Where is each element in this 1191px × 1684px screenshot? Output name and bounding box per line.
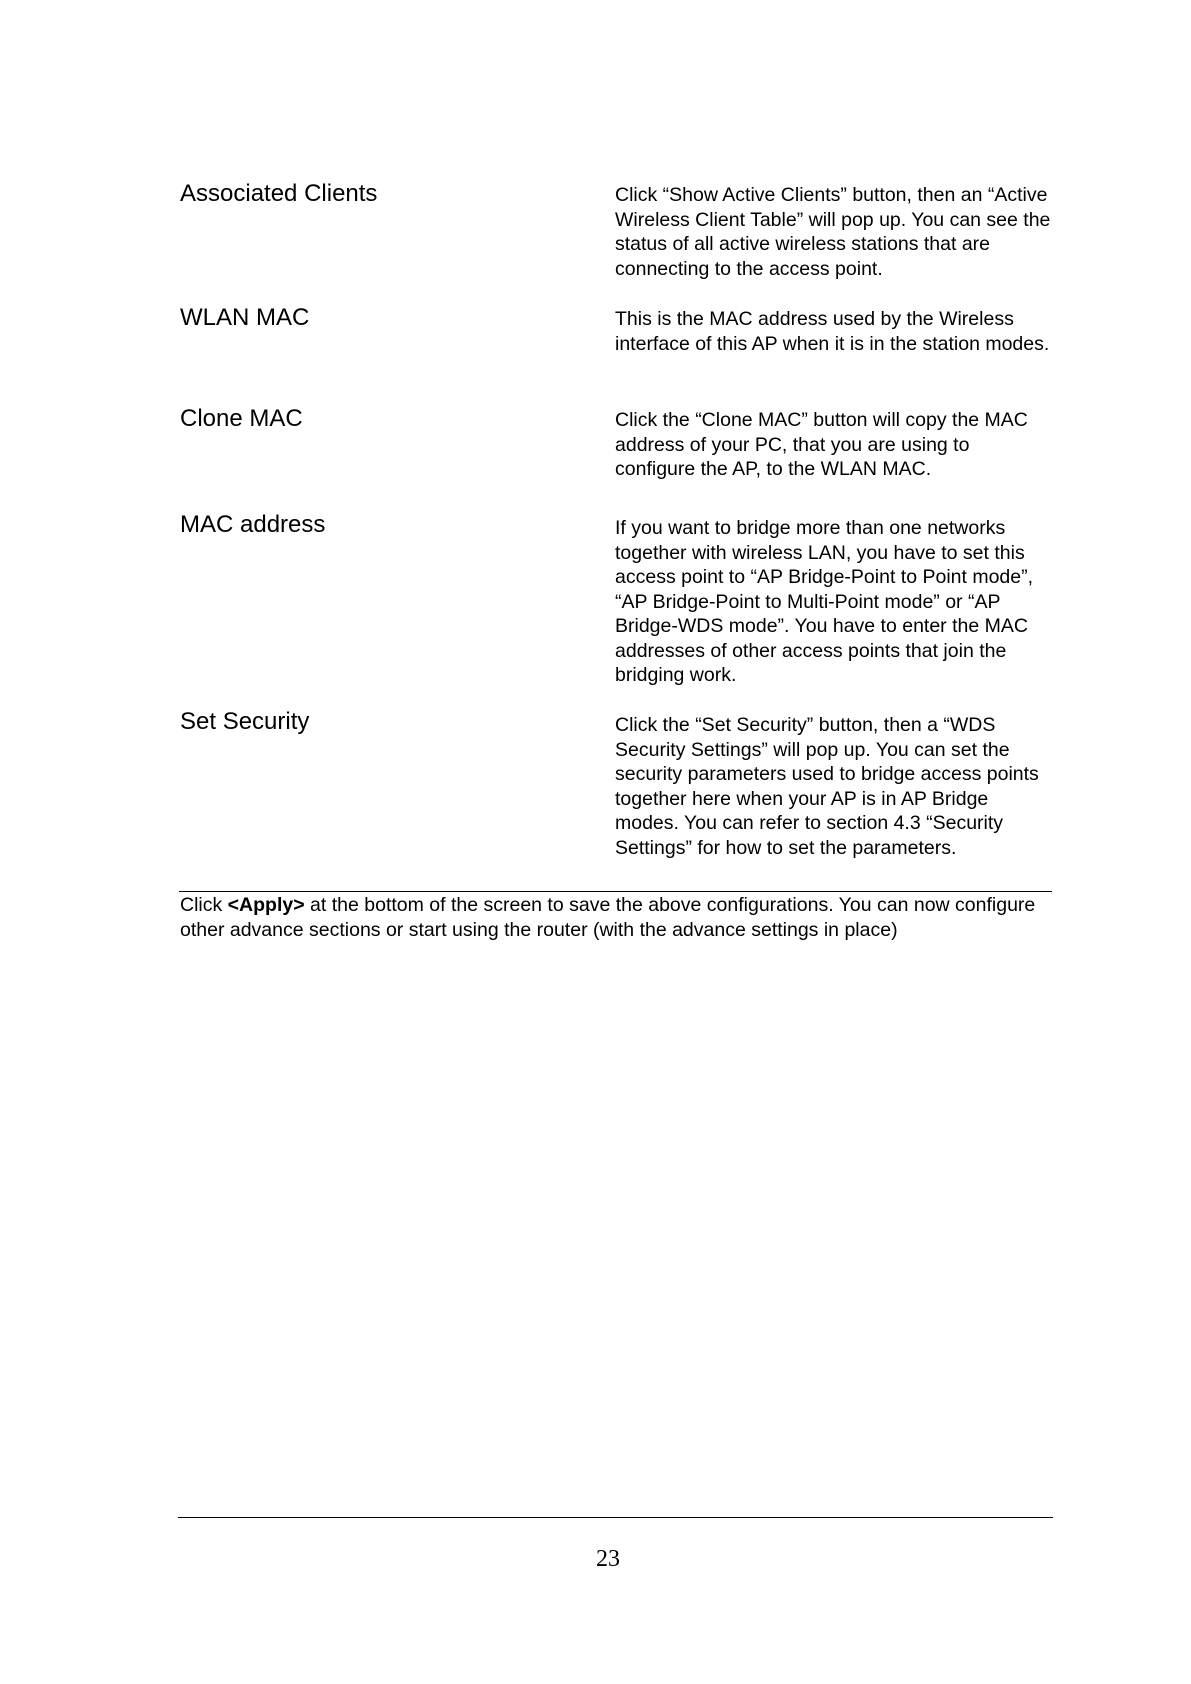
description-text: Click the “Clone MAC” button will copy the MAC address of your PC, that you are using to configure the AP, to the WLAN MAC. (615, 409, 1028, 480)
description-mac-address (615, 516, 1055, 688)
description-text: This is the MAC address used by the Wireless interface of this AP when it is in the station modes. (615, 308, 1050, 355)
term-associated-clients: Associated Clients (180, 180, 378, 207)
term-wlan-mac: WLAN MAC (180, 304, 310, 331)
description-text: Click the “Set Security” button, then a “WDS Security Settings” will pop up. You can set the security parameters used to bridge access points together here when your AP is in AP Bridge modes. You can refer to section 4.3 “Security Settings” for how to set the parameters. (615, 714, 1039, 859)
description-wlan-mac (615, 307, 1055, 356)
page-number: 23 (596, 1546, 620, 1572)
apply-keyword: <Apply> (227, 894, 305, 916)
term-mac-address: MAC address (180, 511, 326, 538)
description-text: If you want to bridge more than one networks together with wireless LAN, you have to set this access point to “AP Bridge-Point to Point mode”, “AP Bridge-Point to Multi-Point mode” or “AP Bridge-WDS mode”. You have to enter the MAC addresses of other access points that join the bridging work. (615, 517, 1034, 686)
description-text: Click “Show Active Clients” button, then an “Active Wireless Client Table” will pop up. You can see the status of all active wireless stations that are connecting to the access point. (615, 184, 1051, 280)
section-divider (179, 891, 1052, 892)
term-clone-mac: Clone MAC (180, 405, 303, 432)
term-set-security: Set Security (180, 708, 310, 735)
footer-divider (178, 1517, 1053, 1518)
description-clone-mac (615, 408, 1055, 482)
footer-note (180, 893, 1060, 942)
description-associated-clients (615, 183, 1055, 281)
footer-note-suffix: at the bottom of the screen to save the above configurations. You can now configure other advance sections or start using the router (with the advance settings in place) (180, 894, 1036, 941)
description-set-security (615, 713, 1055, 860)
footer-note-prefix: Click (180, 894, 228, 916)
